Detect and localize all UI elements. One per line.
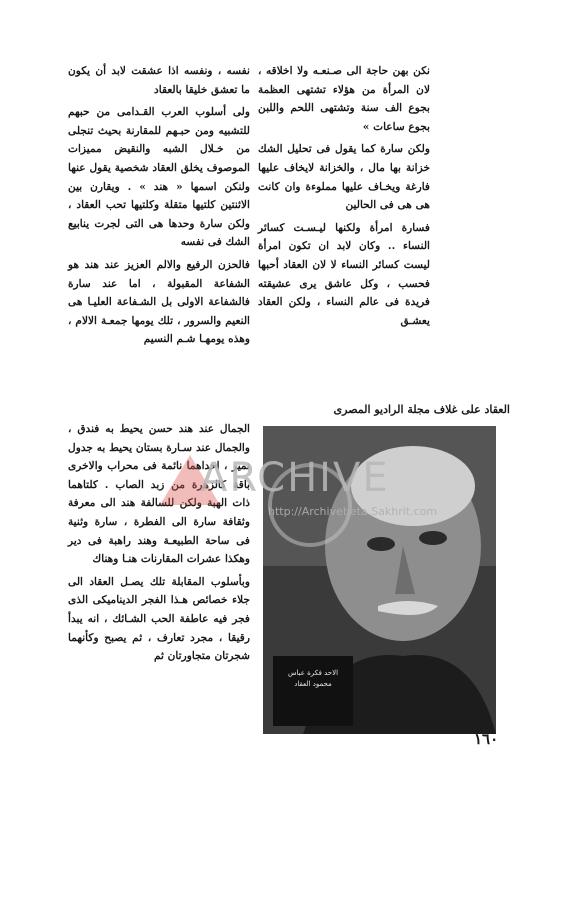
paragraph: نكن بهن حاجة الى صـنعـه ولا اخلاقه ، لان المرأة من هؤلاء تشتهى العظمة بجوع الف سنة وتشتهى اللحم واللبن بجوع ساعات » — [258, 65, 430, 133]
archive-watermark-url: http://Archivebeta.Sakhrit.com — [268, 505, 438, 518]
paragraph: ولكن سارة كما يقول فى تحليل الشك خزانة بها مال ، والخزانة لايخاف عليها فارغة ويخـاف عليها مملوءة وان كانت هى هى فى الحالين — [258, 143, 430, 212]
booklet-label: الاحد فكرة عباس محمود العقاد — [287, 669, 339, 688]
paragraph: فسارة امرأة ولكنها ليـسـت كسائر النساء .. وكان لابد ان تكون امرأة ليست كسائر النساء لا لان العقاد أحبها فحسب ، وكل عاشق يرى عشيقته فريدة فى عالم النساء ، ولكن العقاد يعشـق — [258, 221, 430, 327]
paragraph: وبأسلوب المقابلة تلك يصـل العقاد الى جلاء خصائص هـذا الفجر الديناميكى الذى فجر فيه عاطفة الحب الشـائك ، انه يبدأ رقيقا ، مجرد تعارف ، ثم يصبح وكأنهما شجرتان متجاورتان ثم — [68, 575, 250, 663]
paragraph: فالحزن الرفيع والالم العزيز عند هند هو الشفاعة المقبولة ، اما عند سارة فالشفاعة الاولى بل الشـفاعة العليـا هى النعيم والسرور ، تلك يومها جمعـة الالام ، وهذه يومهـا شـم النسيم — [68, 258, 250, 346]
article-right-column — [258, 62, 430, 334]
paragraph: الجمال عند هند حسن يحيط به فندق ، والجمال عند سـارة بستان يحيط به جدول نمير ، احداهما نائمة فى محراب والاخرى باقة كالزهرة من زبد الصاب . كلتاهما ذات الهبة ولكن للسالفة هند الى معرفة وثقافة سارة الى الفطرة ، سارة وثنية فى ساحة الطبيعـة وهند راهبة فى دير وهكذا عشرات المقارنات هنـا وهناك — [68, 423, 250, 566]
archive-watermark-text: ARCHIVE — [200, 455, 390, 501]
paragraph: نفسه ، ونفسه اذا عشقت لابد أن يكون ما تعشق خليقا بالعقاد — [68, 65, 250, 96]
page-number: ١٦٠ — [474, 730, 499, 748]
paragraph: ولى أسلوب العرب القـدامى من حبهم للتشبيه ومن حبـهم للمقارنة بحيث تنجلى من خـلال الشبه والنقيض مميزات الموصوف يخلق العقاد شخصية يقول عنها ولنكن اسمها « هند » . ويقارن بين الاثنتين كلتيها متقلة وكلتيها تحب العقاد ، ولكن سارة وحدها هى التى لجرت ينابيع الشك فى نفسه — [68, 106, 250, 249]
photo-caption: العقاد على غلاف مجلة الراديو المصرى — [333, 403, 510, 416]
article-left-column-top — [68, 62, 250, 353]
